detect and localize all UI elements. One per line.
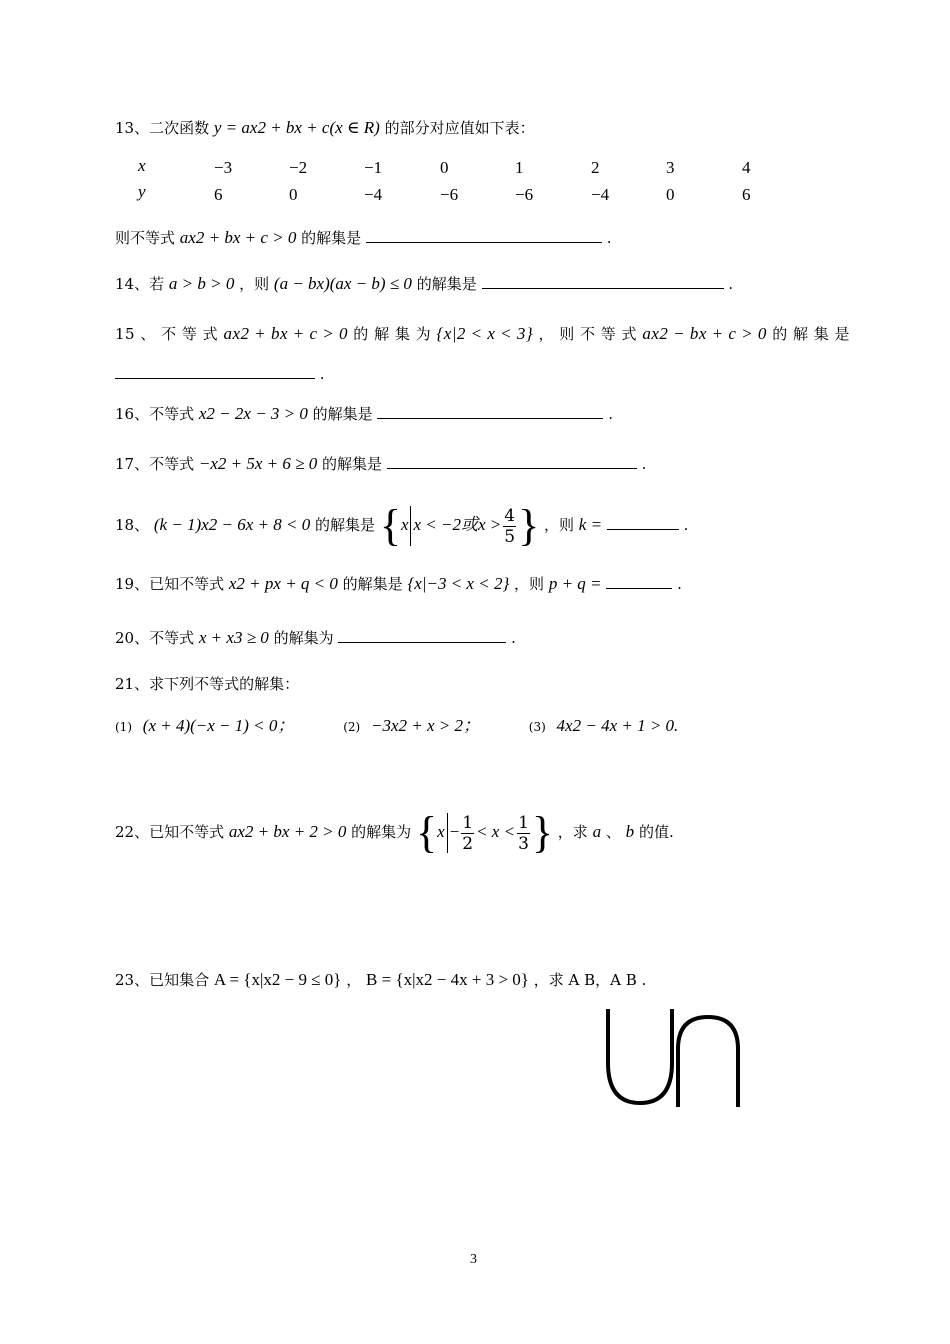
- q23-set-a: A = {x|x2 − 9 ≤ 0}: [213, 970, 342, 989]
- q18-expression: (k − 1)x2 − 6x + 8 < 0: [153, 515, 311, 534]
- union-symbol-glyph: [600, 1005, 746, 1113]
- q22-separator: 、: [605, 823, 621, 841]
- q22-expression: ax2 + bx + 2 > 0: [228, 822, 347, 841]
- q18-set-condition: x < −2或x >: [413, 515, 502, 534]
- q19-line: [115, 574, 682, 594]
- q20-line: [115, 628, 516, 648]
- q15-answer-line: [115, 364, 325, 384]
- q19-mid: ，则: [514, 575, 545, 593]
- denominator: 2: [462, 833, 474, 854]
- table-y-cell: 6: [214, 185, 223, 204]
- set-bar: [447, 813, 448, 853]
- q15-number: 15 、 不 等 式: [115, 325, 219, 343]
- q14-condition: a > b > 0: [168, 274, 235, 293]
- fraction-four-fifths: [503, 506, 516, 547]
- q22-tail: ，求: [557, 823, 588, 841]
- q22-minus: −: [449, 822, 460, 841]
- q15-mid2: ， 则 不 等 式: [538, 325, 638, 343]
- denominator: 3: [518, 833, 529, 854]
- q13-expression: y = ax2 + bx + c(x ∈ R): [213, 118, 380, 137]
- q22-number: 22、已知不等式: [115, 823, 225, 841]
- period: .: [677, 575, 682, 593]
- answer-blank[interactable]: [338, 628, 506, 643]
- q19-set: {x|−3 < x < 2}: [407, 574, 510, 593]
- q17-post: 的解集是: [322, 455, 383, 473]
- answer-blank[interactable]: [377, 404, 603, 419]
- q13-line: [115, 118, 535, 138]
- q14-post: 的解集是: [416, 275, 477, 293]
- set-brace-right: }: [518, 501, 540, 550]
- numerator: 1: [462, 812, 474, 833]
- q18-set-x: x: [400, 515, 409, 534]
- q13-line2: [115, 228, 612, 248]
- table-x-cell: 1: [515, 158, 524, 177]
- period: .: [728, 275, 734, 293]
- q15-set: {x|2 < x < 3}: [436, 324, 534, 343]
- q23-set-b: B = {x|x2 − 4x + 3 > 0}: [366, 970, 529, 989]
- q16-expression: x2 − 2x − 3 > 0: [198, 404, 308, 423]
- q20-number: 20、不等式: [115, 629, 195, 647]
- q17-expression: −x2 + 5x + 6 ≥ 0: [198, 454, 318, 473]
- q18-line: [115, 500, 688, 550]
- set-brace-left: {: [379, 501, 401, 550]
- q16-post: 的解集是: [312, 405, 373, 423]
- answer-blank[interactable]: [115, 364, 315, 379]
- q21-title: [115, 674, 299, 694]
- q15-expression1: ax2 + bx + c > 0: [223, 324, 349, 343]
- period: .: [641, 455, 647, 473]
- q23-separator: ，: [346, 971, 362, 989]
- q15-expression2: ax2 − bx + c > 0: [642, 324, 767, 343]
- table-y-cell: −6: [515, 185, 534, 204]
- period: .: [683, 516, 689, 534]
- q20-post: 的解集为: [273, 629, 334, 647]
- answer-blank[interactable]: [606, 574, 672, 589]
- q15-line: [115, 324, 850, 344]
- q19-var: p + q =: [548, 574, 602, 593]
- table-y-cell: −6: [440, 185, 459, 204]
- q21-part3-label: (3): [528, 720, 546, 734]
- q23-tail: ，求 A B，A B .: [533, 971, 647, 989]
- table-y-cell: −4: [364, 185, 383, 204]
- table-y-cell: 6: [742, 185, 751, 204]
- table-x-cell: 4: [742, 158, 751, 177]
- q14-expression: (a − bx)(ax − b) ≤ 0: [273, 274, 412, 293]
- q20-expression: x + x3 ≥ 0: [198, 628, 269, 647]
- q19-expression: x2 + px + q < 0: [228, 574, 338, 593]
- set-brace-right: }: [531, 808, 554, 857]
- table-y-label: y: [138, 182, 146, 201]
- period: .: [608, 405, 614, 423]
- q22-inequality: < x <: [476, 822, 516, 841]
- table-y-cell: −4: [591, 185, 610, 204]
- table-x-cell: −1: [364, 158, 383, 177]
- q18-post: 的解集是: [315, 516, 376, 534]
- table-x-cell: 3: [666, 158, 675, 177]
- q18-number: 18、: [115, 516, 150, 534]
- q22-var-b: b: [625, 822, 635, 841]
- fraction-one-third: [517, 813, 530, 854]
- q17-line: [115, 454, 646, 474]
- q13-line2-pre: 则不等式: [115, 229, 176, 247]
- fraction-one-half: [461, 813, 474, 854]
- q21-part1: (x + 4)(−x − 1) < 0；: [142, 716, 295, 735]
- q13-line2-expression: ax2 + bx + c > 0: [179, 228, 297, 247]
- q19-number: 19、已知不等式: [115, 575, 225, 593]
- q14-line: [115, 274, 733, 294]
- q16-number: 16、不等式: [115, 405, 195, 423]
- set-brace-left: {: [415, 808, 438, 857]
- q17-number: 17、不等式: [115, 455, 195, 473]
- table-x-cell: 2: [591, 158, 600, 177]
- set-bar: [410, 506, 411, 546]
- answer-blank[interactable]: [607, 515, 679, 530]
- q21-title-text: 21、求下列不等式的解集：: [115, 675, 300, 693]
- q21-part2-label: (2): [343, 720, 361, 734]
- q13-number: 13、二次函数: [115, 119, 210, 137]
- q18-var: k =: [578, 515, 603, 534]
- table-y-cell: 0: [289, 185, 298, 204]
- q16-line: [115, 404, 613, 424]
- page-number: 3: [470, 1252, 477, 1267]
- union-glyph-label: [600, 1005, 601, 1006]
- q15-mid1: 的 解 集 为: [353, 325, 432, 343]
- table-x-cell: 0: [440, 158, 449, 177]
- q18-mid: ，则: [543, 516, 574, 534]
- period: .: [319, 365, 325, 383]
- answer-blank[interactable]: [366, 228, 602, 243]
- numerator: 4: [504, 505, 516, 526]
- q23-line: [115, 970, 646, 990]
- q14-number: 14、若: [115, 275, 165, 293]
- q23-number: 23、已知集合: [115, 971, 210, 989]
- q21-part2: −3x2 + x > 2；: [370, 716, 480, 735]
- answer-blank[interactable]: [482, 274, 724, 289]
- table-x-label: x: [138, 156, 146, 175]
- q14-mid: ，则: [239, 275, 270, 293]
- q22-set-x: x: [437, 822, 445, 841]
- numerator: 1: [518, 812, 529, 833]
- q21-part3: 4x2 − 4x + 1 > 0.: [556, 716, 679, 735]
- q22-end: 的值.: [638, 823, 674, 841]
- denominator: 5: [504, 526, 516, 547]
- period: .: [606, 229, 612, 247]
- q13-tail: 的部分对应值如下表：: [384, 119, 535, 137]
- table-x-cell: −2: [289, 158, 308, 177]
- q13-line2-post: 的解集是: [301, 229, 362, 247]
- table-x-cell: −3: [214, 158, 233, 177]
- q22-line: [115, 806, 674, 858]
- period: .: [511, 629, 516, 647]
- q22-post: 的解集为: [351, 823, 412, 841]
- q22-var-a: a: [592, 822, 602, 841]
- answer-blank[interactable]: [387, 454, 637, 469]
- table-y-cell: 0: [666, 185, 675, 204]
- q19-post: 的解集是: [342, 575, 403, 593]
- q21-part1-label: (1): [115, 720, 132, 734]
- union-glyph-svg: [600, 1005, 746, 1109]
- q21-parts: [115, 716, 678, 737]
- q15-post: 的 解 集 是: [772, 325, 850, 343]
